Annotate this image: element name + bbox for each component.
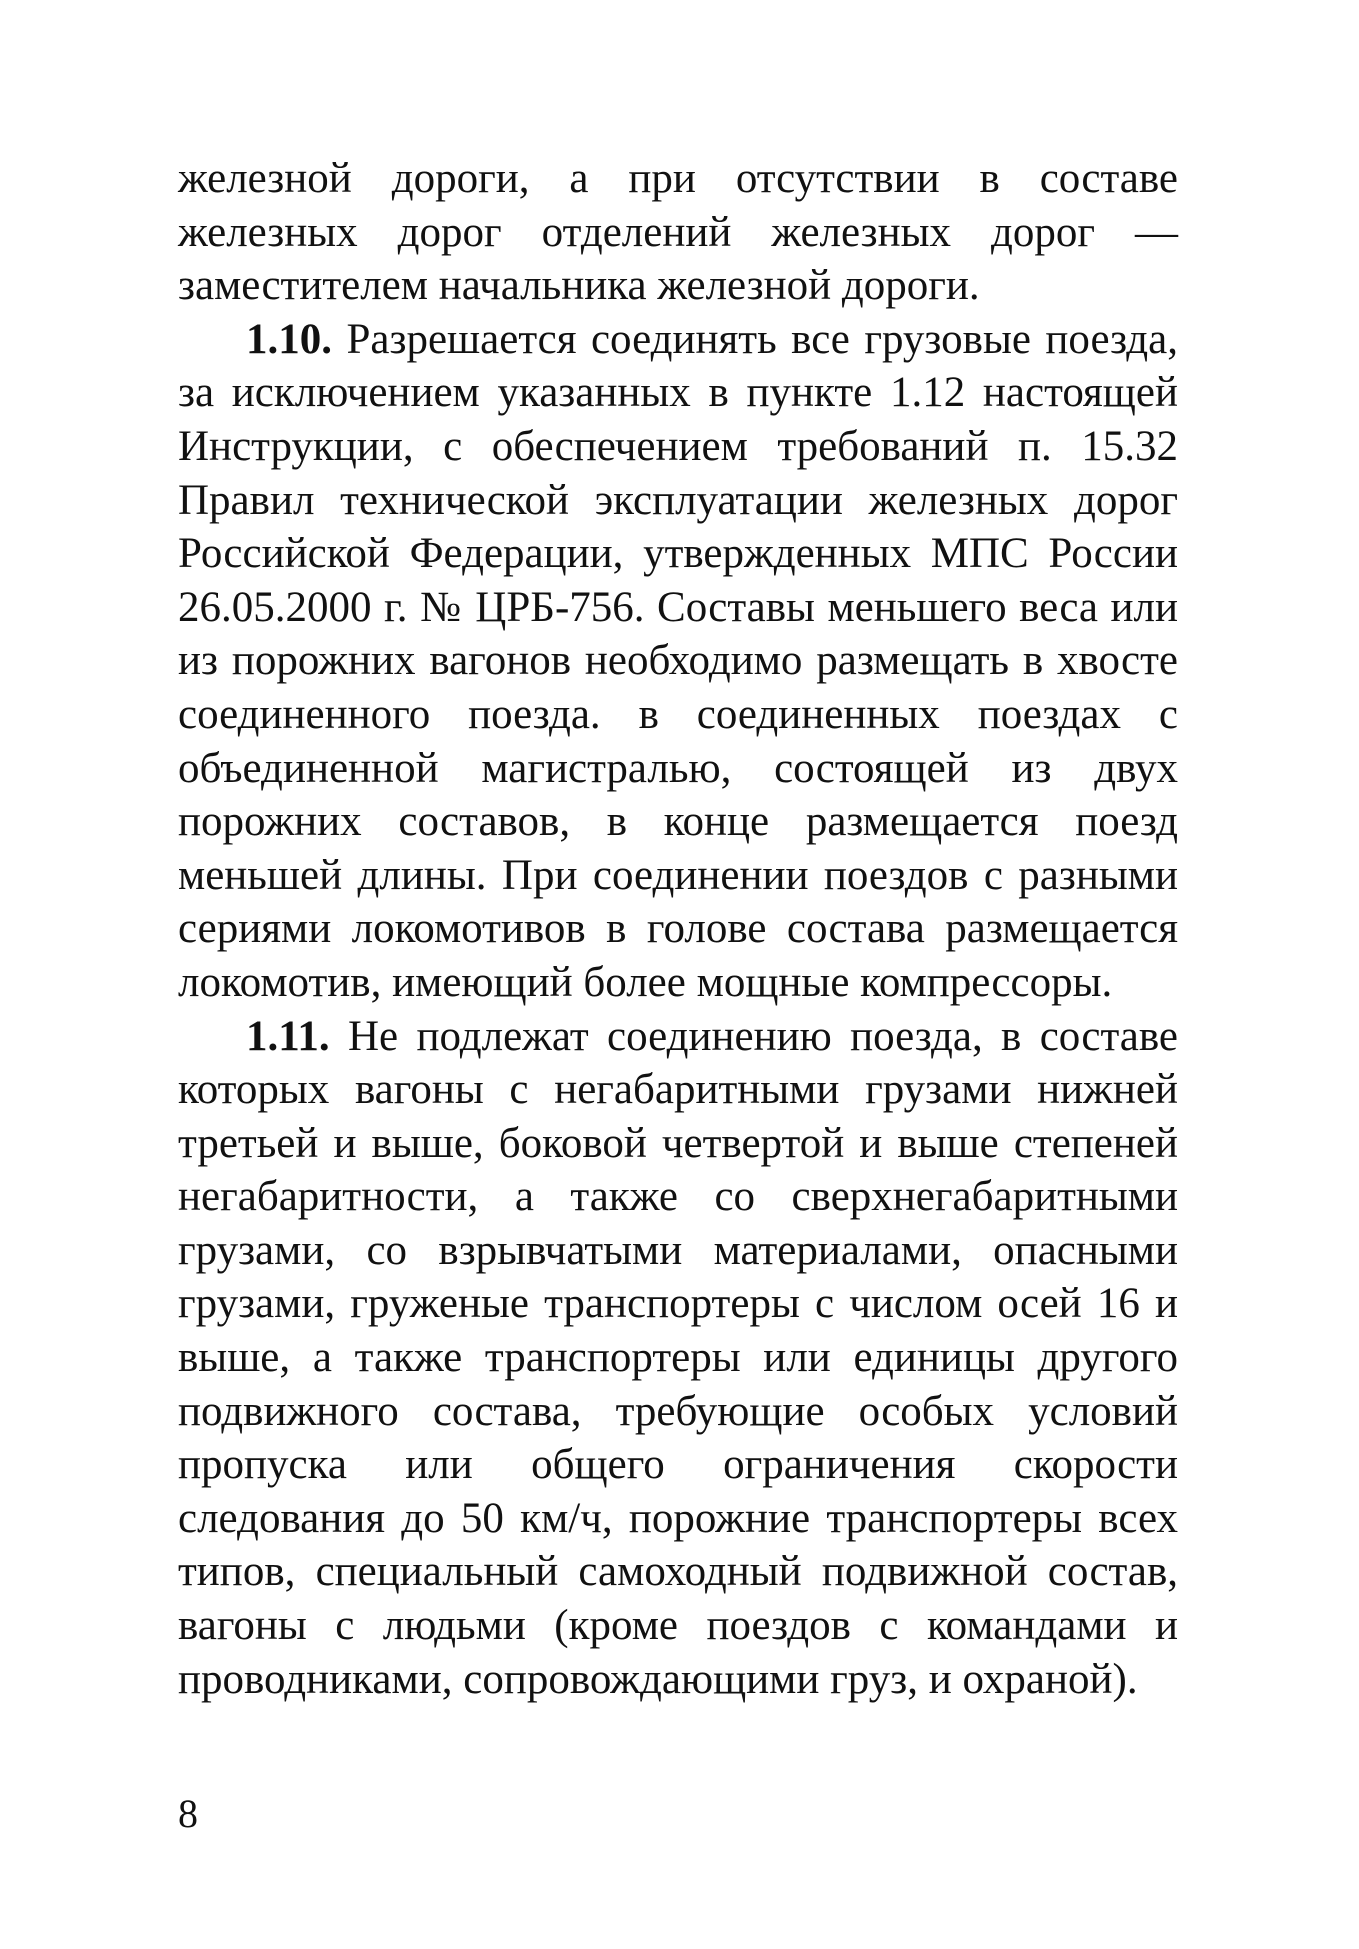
paragraph-1-10 — [178, 313, 1178, 1010]
paragraph-1-11 — [178, 1010, 1178, 1707]
paragraph-text: железной дороги, а при отсутствии в составе железных дорог отделений железных дорог — заместителем начальника железной дороги. — [178, 155, 1178, 310]
body-text — [178, 152, 1178, 1706]
page-number: 8 — [178, 1791, 198, 1836]
paragraph-text: Не подлежат соединению поезда, в составе которых вагоны с негабаритными грузами нижней третьей и выше, боковой четвертой и выше степеней негабаритности, а также со сверхнегабаритными грузами, со взрывчатыми материалами, опасными грузами, груженые транспортеры с числом осей 16 и выше, а также транспортеры или единицы другого подвижного состава, требующие особых условий пропуска или общего ограничения скорости следования до 50 км/ч, порожние транспортеры всех типов, специальный самоходный подвижной состав, вагоны с людьми (кроме поездов с командами и проводниками, сопровождающими груз, и охраной). — [178, 1012, 1178, 1703]
section-number: 1.10. — [246, 315, 332, 363]
section-number: 1.11. — [246, 1012, 330, 1060]
paragraph-text: Разрешается соединять все грузовые поезда, за исключением указанных в пункте 1.12 настоящей Инструкции, с обеспечением требований п. 15.32 Правил технической эксплуатации железных дорог Российской Федерации, утвержденных МПС России 26.05.2000 г. № ЦРБ-756. Составы меньшего веса или из порожних вагонов необходимо размещать в хвосте соединенного поезда. в соединенных поездах с объединенной магистралью, состоящей из двух порожних составов, в конце размещается поезд меньшей длины. При соединении поездов с разными сериями локомотивов в голове состава размещается локомотив, имеющий более мощные компрессоры. — [178, 315, 1178, 1006]
paragraph-continuation — [178, 152, 1178, 313]
